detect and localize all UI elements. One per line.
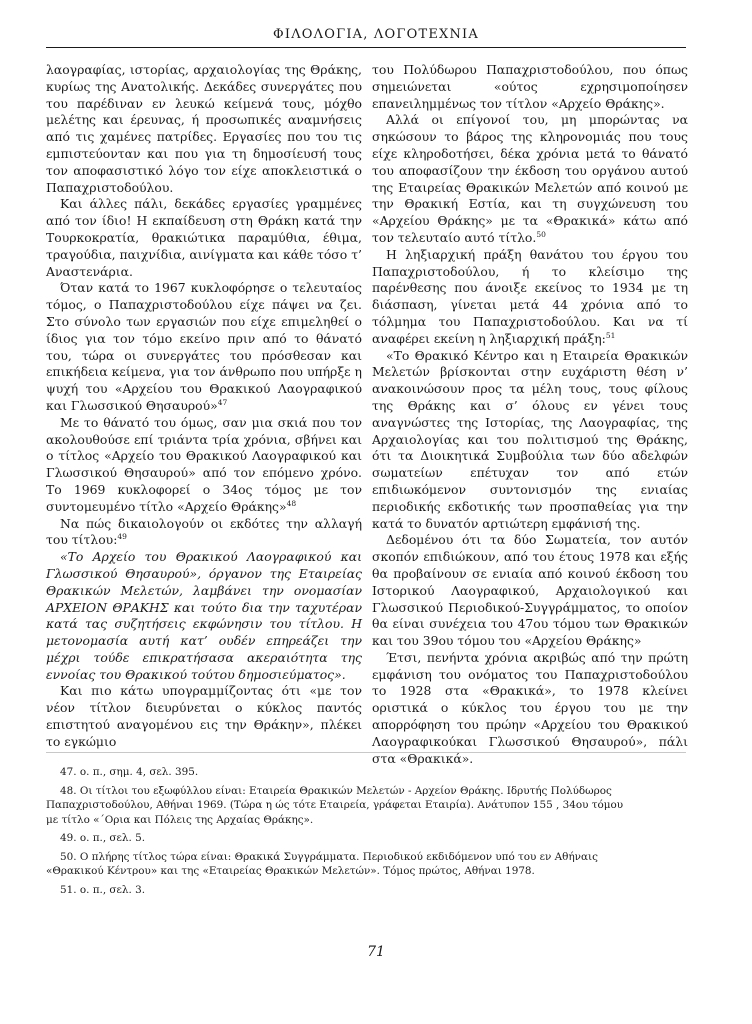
quoted-paragraph — [46, 549, 362, 683]
footnote-ref-48: 48 — [286, 498, 297, 508]
right-column — [372, 62, 688, 767]
paragraph-text: Και άλλες πάλι, δεκάδες εργασίες γραμμένες από τον ίδιο! Η εκπαίδευση στη Θράκη κατά την Τουρκοκρατία, θρακιώτικα παραμύθια, έθιμα, τραγούδια, παιχνίδια, αινίγματα και κάθε τόσο τ’ Αναστενάρια. — [46, 196, 362, 279]
footnotes — [46, 765, 626, 901]
footnote-ref-51: 51 — [605, 330, 616, 340]
footnote-50: 50. Ο πλήρης τίτλος τώρα είναι: Θρακικά Συγγράμματα. Περιοδικού εκδιδόμενον υπό του εν Αθήναις «Θρακικού Κέντρου» και της «Εταιρείας Θρακικών Μελετών». Τόμος πρώτος, Αθήναι 1978. — [46, 850, 598, 877]
paragraph-text: «Το Αρχείο του Θρακικού Λαογραφικού και Γλωσσικού Θησαυρού», όργανον της Εταιρείας Θρακικών Μελετών, λαμβάνει την ονομασίαν ΑΡΧΕΙΟΝ ΘΡΑΚΗΣ και τούτο δια την ταχυτέραν κατά τας συζητήσεις εκφώνησιν του τίτλου. Η μετονομασία αυτή κατ’ ουδέν επηρεάζει την μέχρι τούδε επικρατήσασα ακεραιότητα της εννοίας του Θρακικού τούτου δημοσιεύματος». — [46, 549, 362, 682]
paragraph-text: λαογραφίας, ιστορίας, αρχαιολογίας της Θράκης, κυρίως της Ανατολικής. Δεκάδες συνεργάτες που του παρέδιναν εν λευκώ κείμενά τους, μόχθο μελέτης και έρευνας, ή προσωπικές αναμνήσεις από τις χαμένες πατρίδες. Εργασίες που του τις εμπιστεύονταν και που για τη δημοσίευσή τους τον αποφασιστικό λόγο τον είχε αποκλειστικά ο Παπαχριστοδούλου. — [46, 62, 362, 195]
paragraph-text: Έτσι, πενήντα χρόνια ακριβώς από την πρώτη εμφάνιση του ονόματος του Παπαχριστοδούλου το 1928 στα «Θρακικά», το 1978 κλείνει οριστικά ο κύκλος του έργου του με την απορρόφηση του πρώην «Αρχείου του Θρακικού Λαογραφικούκαι Γλωσσικού Θησαυρού», πάλι στα «Θρακικά». — [372, 649, 688, 766]
paragraph-text: Η ληξιαρχική πράξη θανάτου του έργου του Παπαχριστοδούλου, ή το κλείσιμο της παρένθεσης που άνοιξε εκείνος το 1934 με τη διάσπαση, γίνεται μετά 44 χρόνια από το τόλμημα του Παπαχριστοδούλου. Και να τί αναφέρει εκείνη η ληξιαρχική πράξη: — [372, 246, 688, 346]
quoted-paragraph — [372, 348, 688, 533]
paragraph — [372, 112, 688, 246]
footnote-47: 47. ο. π., σημ. 4, σελ. 395. — [60, 766, 199, 778]
paragraph — [46, 683, 362, 750]
footnote-48: 48. Οι τίτλοι του εξωφύλλου είναι: Εταιρεία Θρακικών Μελετών - Αρχείον Θράκης. Ιδρυτής Πολύδωρος Παπαχριστοδούλου, Αθήναι 1969. (Τώρα η ώς τότε Εταιρεία, γράφεται Εταιρία). Ανάτυπον 155 , 34ου τόμου με τίτλο «΄Ορια και Πόλεις της Αρχαίας Θράκης». — [46, 784, 624, 826]
paragraph — [46, 516, 362, 550]
footnotes-divider — [46, 752, 686, 753]
paragraph-text: Δεδομένου ότι τα δύο Σωματεία, τον αυτόν σκοπόν επιδιώκουν, από του έτους 1978 και εξής θα προβαίνουν σε ενιαία από κοινού έκδοση του Ιστορικού Λαογραφικού, Αρχαιολογικού και Γλωσσικού Περιοδικού-Συγγράμματος, το οποίον θα είναι συνέχεια του 47ου τόμου των Θρακικών και του 39ου τόμου του «Αρχείου Θράκης» — [372, 532, 688, 649]
paragraph — [46, 196, 362, 280]
page-number: 71 — [367, 944, 385, 960]
paragraph — [372, 62, 688, 112]
footnote-51: 51. ο. π., σελ. 3. — [60, 883, 146, 896]
paragraph-text: του Πολύδωρου Παπαχριστοδούλου, που όπως σημειώνεται «ούτος εχρησιμοποίησεν επανειλημμένως τον τίτλον «Αρχείο Θράκης». — [372, 62, 688, 111]
header-rule — [46, 47, 686, 48]
paragraph-text: Και πιο κάτω υπογραμμίζοντας ότι «με τον νέον τίτλον διευρύνεται ο κύκλος παντός επιστητού αναγομένου εις την Θράκην», πλέκει το εγκώμιο — [46, 683, 362, 749]
quoted-paragraph — [372, 532, 688, 650]
footnote-ref-50: 50 — [536, 229, 546, 239]
paragraph — [46, 62, 362, 196]
paragraph — [46, 280, 362, 414]
paragraph-text: Να πώς δικαιολογούν οι εκδότες την αλλαγή του τίτλου: — [46, 515, 362, 548]
paragraph — [372, 650, 688, 768]
running-head: ΦΙΛΟΛΟΓΙΑ, ΛΟΓΟΤΕΧΝΙΑ — [273, 27, 479, 42]
left-column — [46, 62, 362, 751]
paragraph-text: Αλλά οι επίγονοί του, μη μπορώντας να σηκώσουν το βάρος της κληρονομιάς που τους είχε κληροδοτήσει, δέκα χρόνια μετά το θάνατό του αποφασίζουν την έκδοση του οργάνου αυτού της Εταιρείας Θρακικών Μελετών από κοινού με την Θρακική Εστία, και τη συγχώνευση του «Αρχείου Θράκης» με τα «Θρακικά» κάτω από τον τελευταίο αυτό τίτλο. — [372, 112, 688, 245]
footnote-49: 49. ο. π., σελ. 5. — [60, 832, 146, 844]
paragraph-text: «Το Θρακικό Κέντρο και η Εταιρεία Θρακικών Μελετών βρίσκονται στην ευχάριστη θέση ν’ ανακοινώσουν προς τα μέλη τους, τους φίλους της Θράκης και σ’ όλους εν γένει τους αναγνώστες της Ιστορίας, της Λαογραφίας, της Αρχαιολογίας και του πολιτισμού της Θράκης, ότι τα Διοικητικά Συμβούλια των δύο αδελφών σωματείων επέτυχαν τον από ετών επιδιωκόμενον συντονισμόν της ενιαίας περιοδικής εκδοτικής των προσπαθείας για την κατά το δυνατόν αρτιώτερη εμφάνισή της. — [372, 347, 688, 531]
footnote-ref-47: 47 — [217, 397, 228, 407]
paragraph — [372, 247, 688, 348]
paragraph-text: Όταν κατά το 1967 κυκλοφόρησε ο τελευταίος τόμος, ο Παπαχριστοδούλου είχε πάψει να ζει. Στο σύνολο των εργασιών που είχε επιμεληθεί ο ίδιος για τον τόμο εκείνο πριν από το θάνατό του, τώρα οι συνεργάτες του πρόσθεσαν και επικήδεια κείμενα, για τον άνθρωπο που υπήρξε η ψυχή του «Αρχείου του Θρακικού Λαογραφικού και Γλωσσικού Θησαυρού» — [46, 280, 362, 413]
paragraph-text: Με το θάνατό του όμως, σαν μια σκιά που τον ακολουθούσε επί τριάντα τρία χρόνια, σβήνει και ο τίτλος «Αρχείο του Θρακικού Λαογραφικού και Γλωσσικού Θησαυρού» από τον επόμενο χρόνο. Το 1969 κυκλοφορεί ο 34ος τόμος με τον συντομευμένο τίτλο «Αρχείο Θράκης» — [46, 414, 362, 514]
footnote-ref-49: 49 — [117, 532, 127, 542]
paragraph — [46, 415, 362, 516]
